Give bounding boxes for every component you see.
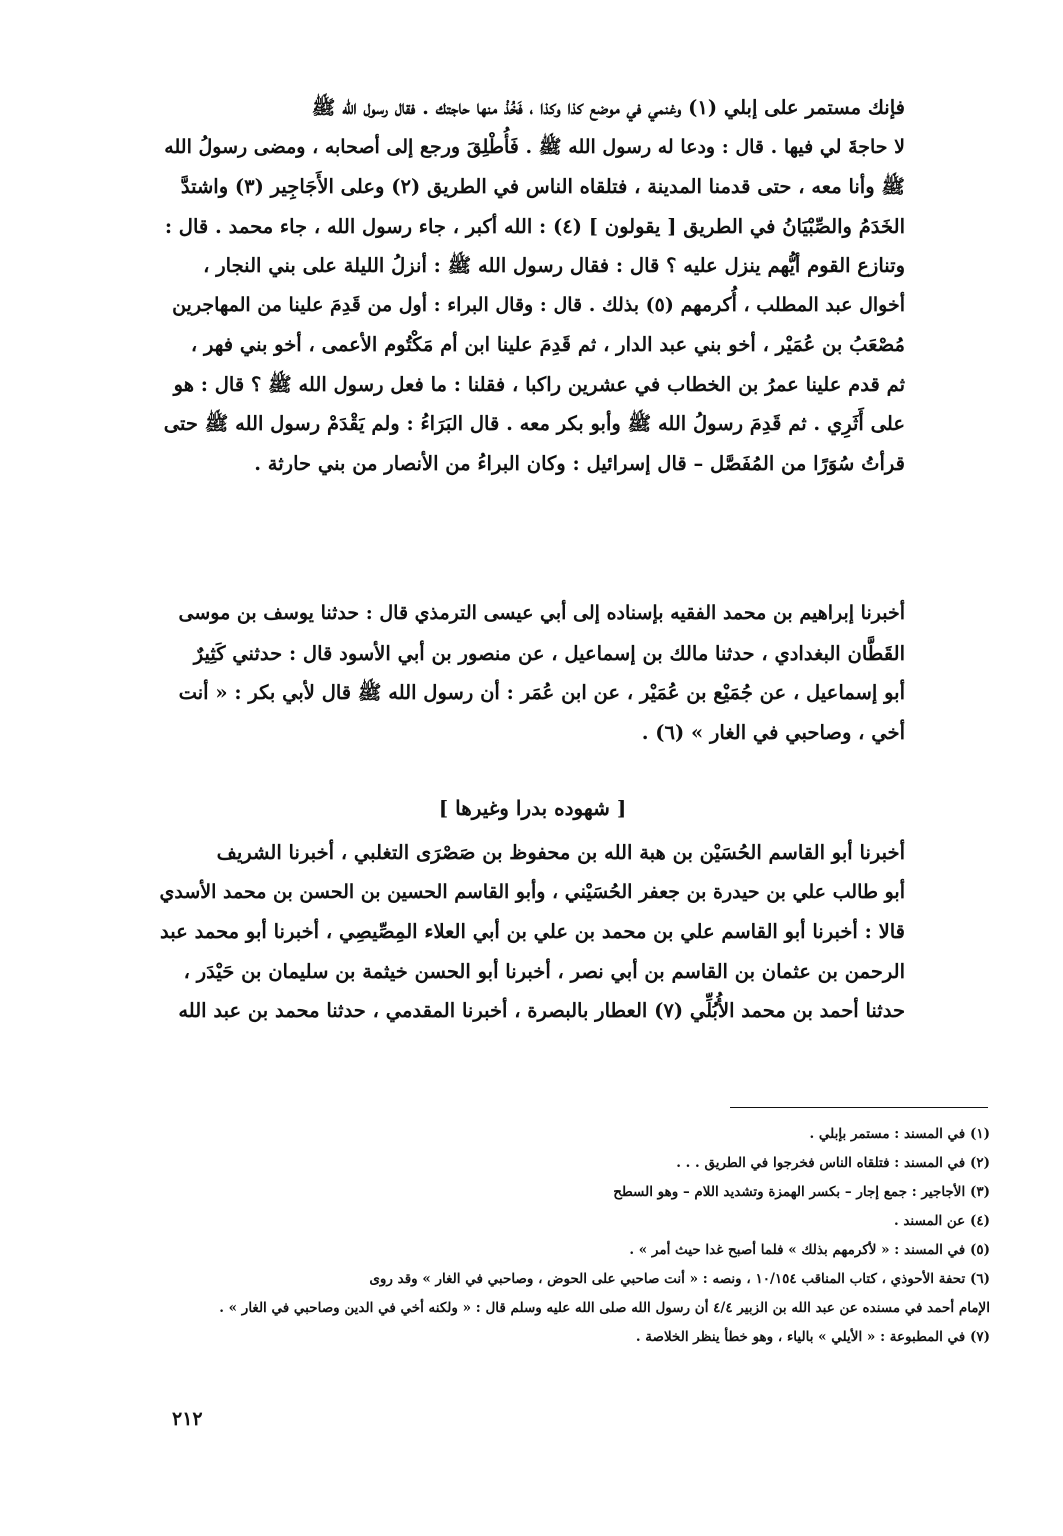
page-number: ٢١٢: [172, 1408, 203, 1430]
footnote: (١) في المسند : مستمر بإبلي .: [809, 1126, 990, 1142]
footnote: (٤) عن المسند .: [893, 1213, 990, 1229]
footnote: (٦) تحفة الأحوذي ، كتاب المناقب ١٠/١٥٤ ، ونصه : « أنت صاحبي على الحوض ، وصاحبي في الغار » وقد روى: [369, 1271, 990, 1287]
paragraph-hadith: [160, 594, 905, 752]
text-line: مُصْعَبُ بن عُمَيْر ، أخو بني عبد الدار ، ثم قَدِمَ علينا ابن أم مَكْتُوم الأعمى ، أخو بني فهر ،: [190, 333, 905, 356]
text-line: قالا : أخبرنا أبو القاسم علي بن محمد بن علي بن أبي العلاء المِصِّيصِي ، أخبرنا أبو محمد عبد: [160, 920, 905, 943]
section-heading: [ شهوده بدرا وغيرها ]: [438, 796, 627, 820]
text-line: الرحمن بن عثمان بن القاسم بن أبي نصر ، أخبرنا أبو الحسن خيثمة بن سليمان بن حَيْدَر ،: [183, 959, 905, 983]
text-line: قرأتُ سُوَرًا من المُفَصَّل – قال إسرائيل : وكان البراءُ من الأنصار من بني حارثة .: [254, 451, 905, 475]
text-line: الخَدَمُ والصِّبْيَانُ في الطريق [ يقولون ] (٤) : الله أكبر ، جاء رسول الله ، جاء محمد . قال :: [164, 214, 905, 238]
text-line: لا حاجةَ لي فيها . قال : ودعا له رسول الله ﷺ . فَأُطْلِقَ ورجع إلى أصحابه ، ومضى رسولُ الله: [164, 135, 905, 158]
text-line: ثم قدم علينا عمرُ بن الخطاب في عشرين راكبا ، فقلنا : ما فعل رسول الله ﷺ ؟ قال : هو: [173, 372, 905, 396]
text-line: فإنك مستمر على إبلي (١) وغنمي في موضع كذا وكذا ، فَخُذْ منها حاجتك . فقال رسول الله ﷺ: [311, 96, 905, 119]
footnote: (٥) في المسند : « لأكرمهم بذلك » فلما أصبح غدا حيث أمر » .: [629, 1242, 990, 1258]
text-line: وتنازع القوم أيُّهم ينزل عليه ؟ قال : فقال رسول الله ﷺ : أنزلُ الليلة على بني النجار ،: [203, 254, 905, 277]
footnote: (٢) في المسند : فتلقاه الناس فخرجوا في الطريق . . .: [676, 1155, 990, 1171]
paragraph-isnad: [160, 833, 905, 1031]
text-line: أخبرنا أبو القاسم الحُسَيْن بن هبة الله بن محفوظ بن صَصْرَى التغلبي ، أخبرنا الشريف: [216, 841, 905, 864]
text-line: أخوال عبد المطلب ، أُكرمهم (٥) بذلك . قال : وقال البراء : أول من قَدِمَ علينا من المهاجرين: [172, 293, 905, 316]
text-line: ﷺ وأنا معه ، حتى قدمنا المدينة ، فتلقاه الناس في الطريق (٢) وعلى الأَجَاجِير (٣) واشتدَّ: [180, 175, 905, 198]
text-line: أخبرنا إبراهيم بن محمد الفقيه بإسناده إلى أبي عيسى الترمذي قال : حدثنا يوسف بن موسى: [178, 602, 905, 624]
text-line: أبو إسماعيل ، عن جُمَيْع بن عُمَيْر ، عن ابن عُمَر : أن رسول الله ﷺ قال لأبي بكر : « أنت: [178, 681, 905, 704]
paragraph-narrative: [160, 88, 905, 483]
text-line: القَطَّان البغدادي ، حدثنا مالك بن إسماعيل ، عن منصور بن أبي الأسود قال : حدثني كَثِيرٌ: [193, 641, 905, 665]
footnotes: [160, 1120, 990, 1352]
footnote-divider: [730, 1107, 988, 1108]
footnote: الإمام أحمد في مسنده عن عبد الله بن الزبير ٤/٤ أن رسول الله صلى الله عليه وسلم قال : « ولكنه أخي في الدين وصاحبي في الغار » .: [219, 1300, 990, 1316]
text-line: أبو طالب علي بن حيدرة بن جعفر الحُسَيْني ، وأبو القاسم الحسين بن الحسن بن محمد الأسدي: [159, 880, 905, 903]
text-line: على أَثَرِي . ثم قَدِمَ رسولُ الله ﷺ وأبو بكر معه . قال البَرَاءُ : ولم يَقْدَمْ رسول الله ﷺ حتى: [163, 412, 905, 435]
text-line: أخي ، وصاحبي في الغار » (٦) .: [641, 720, 905, 744]
footnote: (٧) في المطبوعة : « الأيلي » بالياء ، وهو خطأ ينظر الخلاصة .: [635, 1329, 990, 1345]
text-line: حدثنا أحمد بن محمد الأُبُلِّي (٧) العطار بالبصرة ، أخبرنا المقدمي ، حدثنا محمد بن عبد الله: [178, 999, 905, 1022]
footnote: (٣) الأجاجير : جمع إجار – بكسر الهمزة وتشديد اللام – وهو السطح: [613, 1184, 990, 1200]
